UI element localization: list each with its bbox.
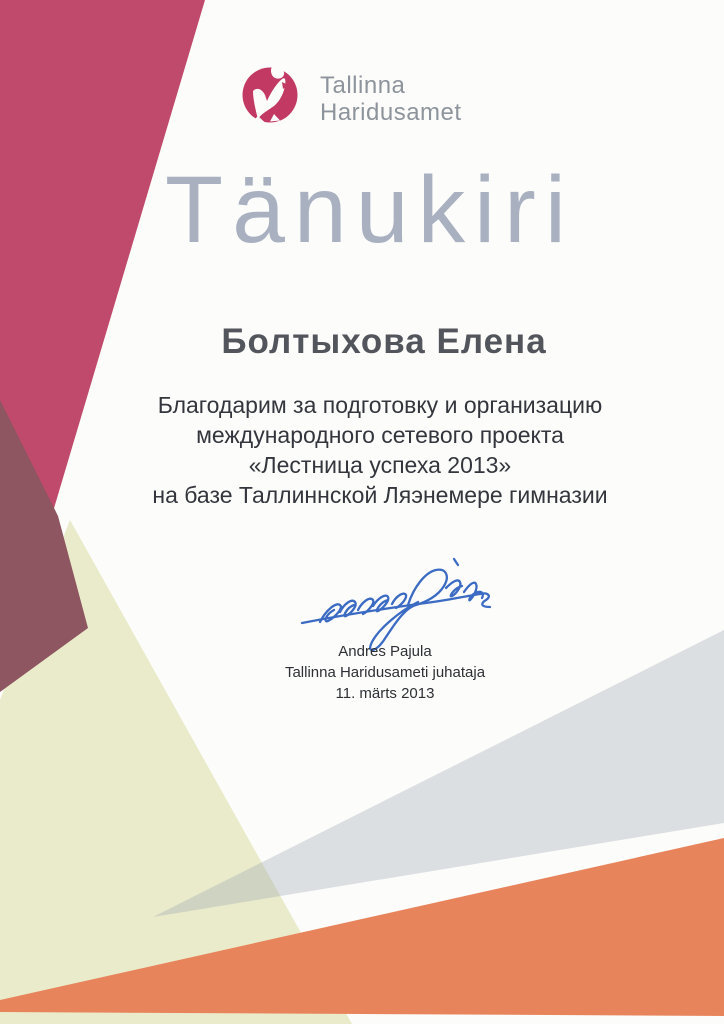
org-name-line1: Tallinna bbox=[320, 72, 406, 99]
tallinn-haridusamet-logo bbox=[240, 64, 300, 124]
body-line-4: на базе Таллиннской Ляэнемере гимназии bbox=[152, 482, 608, 508]
body-text bbox=[26, 390, 724, 510]
body-line-2: международного сетевого проекта bbox=[196, 422, 564, 448]
recipient-name: Болтыхова Елена bbox=[221, 322, 547, 361]
logo-header bbox=[240, 64, 540, 134]
signature-date: 11. märts 2013 bbox=[335, 685, 435, 702]
org-name bbox=[320, 72, 462, 126]
body-line-3: «Лестница успеха 2013» bbox=[248, 452, 512, 478]
certificate-title: Tänukiri bbox=[165, 157, 575, 263]
org-name-line2: Haridusamet bbox=[320, 99, 462, 126]
signature-pen-mark bbox=[454, 559, 458, 565]
body-line-1: Благодарим за подготовку и организацию bbox=[157, 392, 603, 418]
signatory-title: Tallinna Haridusameti juhataja bbox=[284, 664, 486, 681]
signatory-block bbox=[285, 641, 485, 704]
signatory-name: Andres Pajula bbox=[338, 643, 432, 660]
